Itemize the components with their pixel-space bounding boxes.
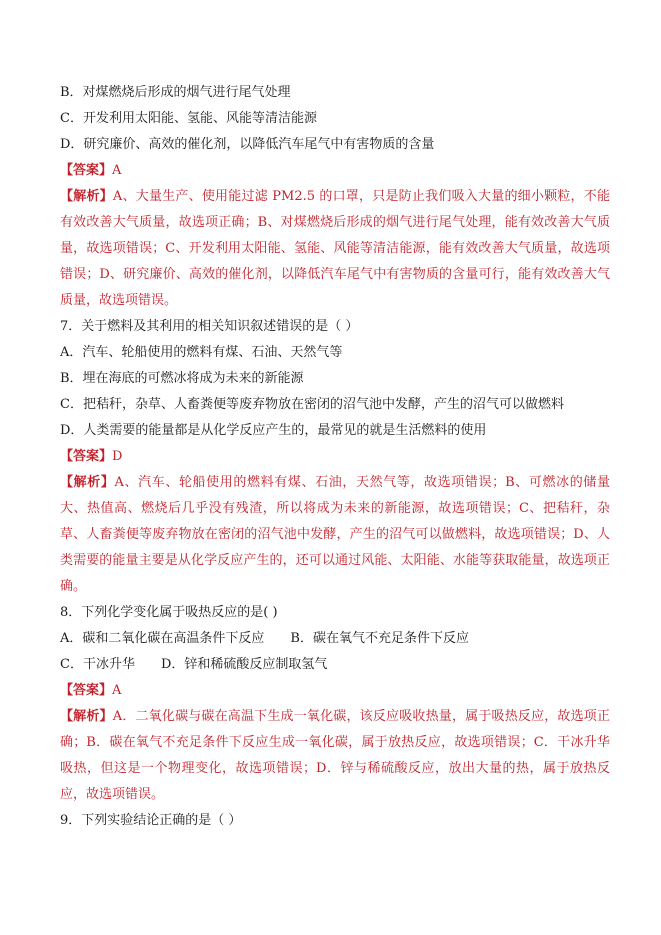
q8-answer-value: A [112, 683, 122, 698]
q8-explanation [60, 704, 610, 808]
q8-options-ab [60, 626, 610, 652]
q7-stem: 7．关于燃料及其利用的相关知识叙述错误的是（ ） [60, 319, 359, 334]
q8-answer-label: 【答案】 [60, 683, 113, 698]
q6-explain-tag: 【解析】 [60, 189, 113, 204]
q7-option-c: C．把秸秆，杂草、人畜粪便等废弃物放在密闭的沼气池中发酵，产生的沼气可以做燃料 [60, 397, 564, 412]
q8-explain-text: A．二氧化碳与碳在高温下生成一氧化碳，该反应吸收热量，属于吸热反应，故选项正确；B．碳在氧气不充足条件下反应生成一氧化碳，属于放热反应，故选项错误；C．干冰升华吸热，但这是一个物理变化，故选项错误；D．锌与稀硫酸反应，放出大量的热，属于放热反应，故选项错误。 [60, 709, 610, 802]
q8-options-cd [60, 652, 610, 678]
q7-explanation [60, 470, 610, 600]
q6-option-c: C．开发利用太阳能、氢能、风能等清洁能源 [60, 111, 317, 126]
q8-option-b: B．碳在氧气不充足条件下反应 [290, 631, 469, 646]
q6-option-b: B．对煤燃烧后形成的烟气进行尾气处理 [60, 85, 291, 100]
q7-option-b: B．埋在海底的可燃冰将成为未来的新能源 [60, 371, 304, 386]
q8-explain-tag: 【解析】 [60, 709, 113, 724]
q7-option-d: D．人类需要的能量都是从化学反应产生的，最常见的就是生活燃料的使用 [60, 423, 487, 438]
q8-stem: 8．下列化学变化属于吸热反应的是( ) [60, 605, 278, 620]
q6-explain-text: A、大量生产、使用能过滤 PM2.5 的口罩，只是防止我们吸入大量的细小颗粒，不能有效改善大气质量，故选项正确；B、对煤燃烧后形成的烟气进行尾气处理，能有效改善大气质量，故选项错误；C、开发利用太阳能、氢能、风能等清洁能源，能有效改善大气质量，故选项错误；D、研究廉价、高效的催化剂，以降低汽车尾气中有害物质的含量可行，能有效改善大气质量，故选项错误。 [60, 189, 610, 308]
q7-answer-value: D [112, 449, 123, 464]
q8-option-a: A．碳和二氧化碳在高温条件下反应 [60, 631, 265, 646]
q6-explanation [60, 184, 610, 314]
q6-answer [60, 158, 610, 184]
q7-answer [60, 444, 610, 470]
q7-explain-text: A、汽车、轮船使用的燃料有煤、石油，天然气等，故选项错误；B、可燃冰的储量大、热值高、燃烧后几乎没有残渣，所以将成为未来的新能源，故选项错误；C、把秸秆，杂草、人畜粪便等废弃物放在密闭的沼气池中发酵，产生的沼气可以做燃料，故选项错误；D、人类需要的能量主要是从化学反应产生的，还可以通过风能、太阳能、水能等获取能量，故选项正确。 [60, 475, 610, 594]
q8-option-c: C．干冰升华 [60, 657, 135, 672]
content-area [60, 80, 610, 834]
q6-answer-value: A [112, 163, 122, 178]
q9-stem: 9．下列实验结论正确的是（ ） [60, 813, 242, 828]
q8-answer [60, 678, 610, 704]
q6-answer-label: 【答案】 [60, 163, 113, 178]
q8-option-d: D．锌和稀硫酸反应制取氢气 [160, 657, 328, 672]
q7-option-a: A．汽车、轮船使用的燃料有煤、石油、天然气等 [60, 345, 343, 360]
q7-explain-tag: 【解析】 [60, 475, 115, 490]
q7-answer-label: 【答案】 [60, 449, 113, 464]
q6-option-d: D．研究廉价、高效的催化剂，以降低汽车尾气中有害物质的含量 [60, 137, 435, 152]
